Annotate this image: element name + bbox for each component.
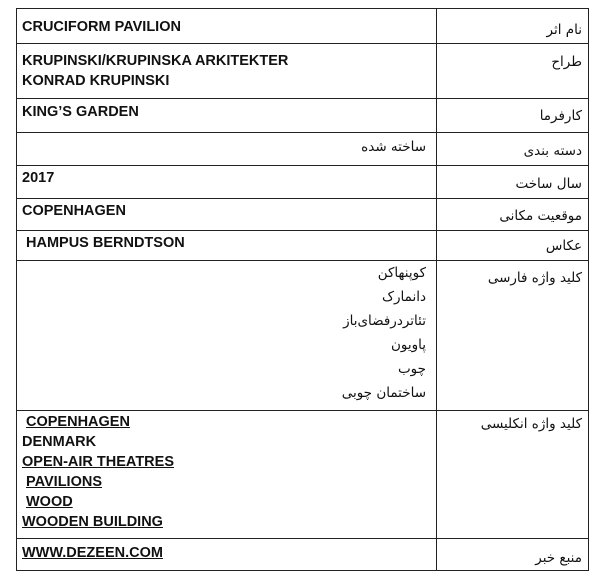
list-item: چوب [397, 361, 426, 377]
category-label: دسته بندی [523, 143, 582, 159]
row-divider [16, 198, 589, 199]
designer-label: طراح [551, 54, 582, 70]
persian-keywords-label: کلید واژه فارسی [487, 270, 582, 286]
location-label: موقعیت مکانی [499, 208, 582, 224]
designer-line: KRUPINSKI/KRUPINSKA ARKITEKTER [22, 53, 289, 69]
row-divider [16, 230, 589, 231]
info-table [16, 8, 589, 571]
keyword-link[interactable]: PAVILIONS [26, 474, 102, 490]
english-keywords-list [22, 412, 427, 532]
list-item: تئاتردرفضای‌باز [343, 313, 426, 329]
list-item: ساختمان چوبی [341, 385, 426, 401]
designer-line: KONRAD KRUPINSKI [22, 73, 170, 89]
client-label: کارفرما [539, 108, 582, 124]
designer-value [22, 51, 427, 91]
row-divider [16, 538, 589, 539]
category-value: ساخته شده [361, 139, 426, 155]
persian-keywords-list [22, 261, 426, 405]
row-divider [16, 410, 589, 411]
keyword-link[interactable]: COPENHAGEN [26, 414, 130, 430]
source-link[interactable]: WWW.DEZEEN.COM [22, 545, 163, 561]
source-label: منبع خبر [535, 550, 582, 566]
column-divider [436, 8, 437, 571]
project-name-label: نام اثر [546, 22, 582, 38]
row-divider [16, 165, 589, 166]
row-divider [16, 132, 589, 133]
english-keywords-label: کلید واژه انکلیسی [480, 416, 582, 432]
row-divider [16, 43, 589, 44]
year-value: 2017 [22, 170, 55, 186]
keyword-link[interactable]: WOOD [26, 494, 73, 510]
project-name-value: CRUCIFORM PAVILION [22, 19, 181, 35]
photographer-value: HAMPUS BERNDTSON [26, 235, 185, 251]
keyword-link[interactable]: WOODEN BUILDING [22, 514, 163, 530]
keyword-link[interactable]: OPEN-AIR THEATRES [22, 454, 174, 470]
list-item: دانمارک [381, 289, 426, 305]
location-value: COPENHAGEN [22, 203, 126, 219]
client-value: KING’S GARDEN [22, 104, 139, 120]
row-divider [16, 98, 589, 99]
photographer-label: عکاس [545, 238, 582, 254]
list-item: کوپنهاکن [377, 265, 426, 281]
list-item: پاویون [390, 337, 426, 353]
source-link-wrap [22, 543, 427, 563]
year-label: سال ساخت [515, 176, 582, 192]
keyword-text: DENMARK [22, 434, 97, 450]
